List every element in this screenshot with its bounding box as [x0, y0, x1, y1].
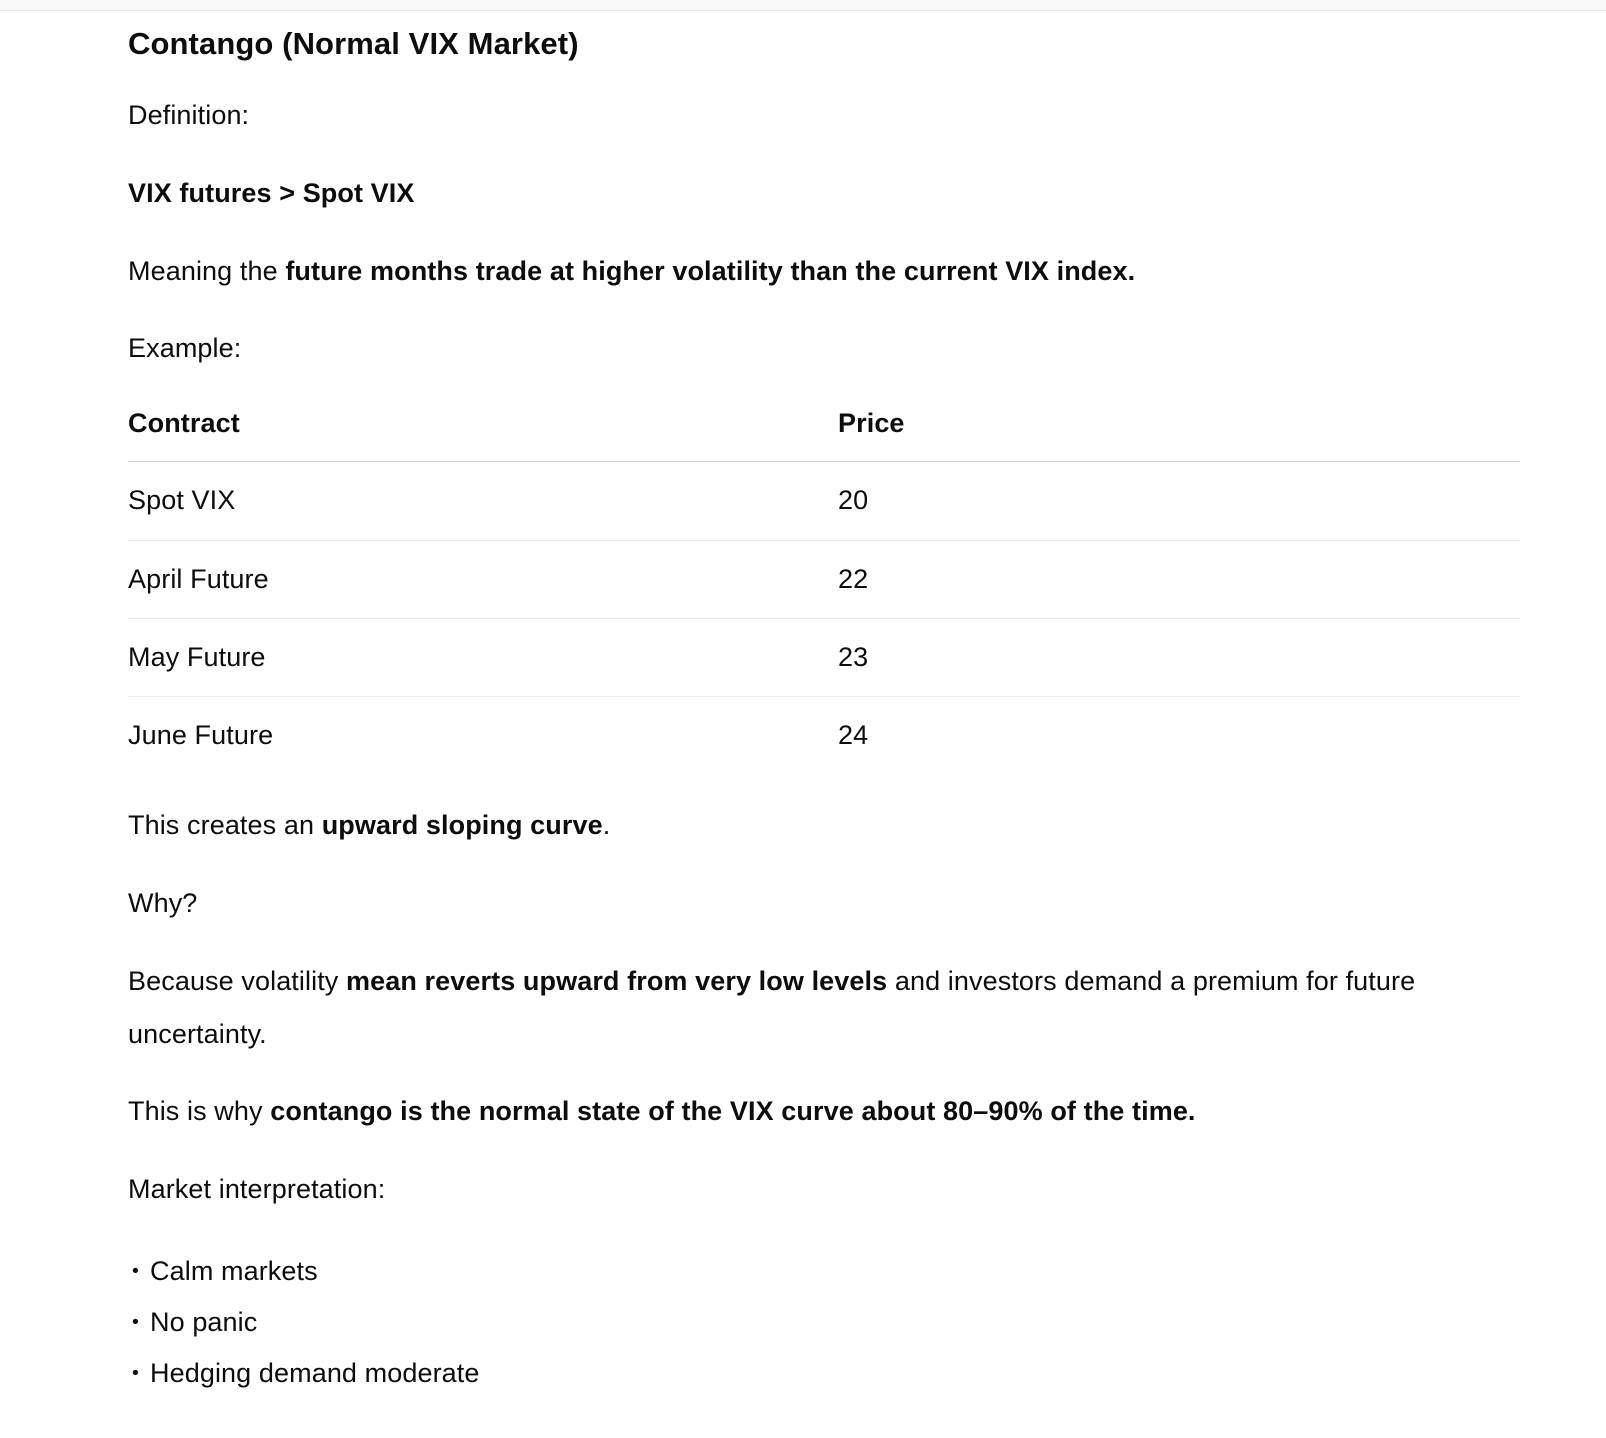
top-panel-edge — [0, 0, 1606, 11]
because-paragraph — [128, 955, 1520, 1061]
cell-contract: May Future — [128, 618, 838, 696]
list-item-label: Calm markets — [150, 1256, 318, 1287]
list-item-label: No panic — [150, 1307, 258, 1338]
bullet-icon: • — [132, 1311, 139, 1334]
normal-state-paragraph — [128, 1085, 1520, 1138]
creates-paragraph — [128, 799, 1520, 852]
cell-price: 23 — [838, 618, 1520, 696]
normal-pre: This is why — [128, 1096, 271, 1127]
creates-bold: upward sloping curve — [321, 809, 603, 840]
creates-post: . — [602, 809, 611, 840]
table-header-row — [128, 400, 1520, 462]
definition-label: Definition: — [128, 99, 250, 130]
example-label: Example: — [128, 333, 242, 364]
because-bold: mean reverts upward from very low levels — [346, 965, 888, 996]
list-item — [128, 1348, 1520, 1399]
meaning-paragraph — [128, 245, 1520, 298]
market-interpretation-label: Market interpretation: — [128, 1174, 386, 1205]
list-item — [128, 1246, 1520, 1297]
cell-price: 24 — [838, 719, 869, 750]
cell-price: 22 — [838, 540, 1520, 618]
page-title: Contango (Normal VIX Market) — [128, 26, 579, 61]
table-row — [128, 540, 1520, 618]
cell-price: 20 — [838, 462, 1520, 540]
cell-contract: Spot VIX — [128, 462, 838, 540]
cell-contract: June Future — [128, 719, 274, 750]
creates-pre: This creates an — [128, 809, 322, 840]
meaning-bold: future months trade at higher volatility than the current VIX index. — [285, 255, 1136, 286]
because-post: and investors demand a premium for future uncertainty. — [128, 965, 1416, 1049]
list-item-label: Hedging demand moderate — [150, 1357, 480, 1388]
normal-bold: contango is the normal state of the VIX curve about 80–90% of the time. — [270, 1096, 1196, 1127]
table-row — [128, 462, 1520, 540]
rule-statement — [128, 167, 1520, 220]
why-label: Why? — [128, 887, 198, 918]
meaning-pre: Meaning the — [128, 255, 286, 286]
table-header-price: Price — [838, 400, 1520, 462]
table-row — [128, 696, 1520, 774]
list-item — [128, 1297, 1520, 1348]
vix-futures-table — [128, 400, 1520, 773]
table-header-contract: Contract — [128, 400, 838, 462]
bullet-icon: • — [132, 1260, 139, 1283]
market-interpretation-list — [128, 1246, 1520, 1398]
rule-statement-bold: VIX futures > Spot VIX — [128, 177, 415, 208]
document-body — [0, 11, 1606, 1438]
because-pre: Because volatility — [128, 965, 347, 996]
bullet-icon: • — [132, 1361, 139, 1384]
cell-contract: April Future — [128, 540, 838, 618]
table-row — [128, 618, 1520, 696]
